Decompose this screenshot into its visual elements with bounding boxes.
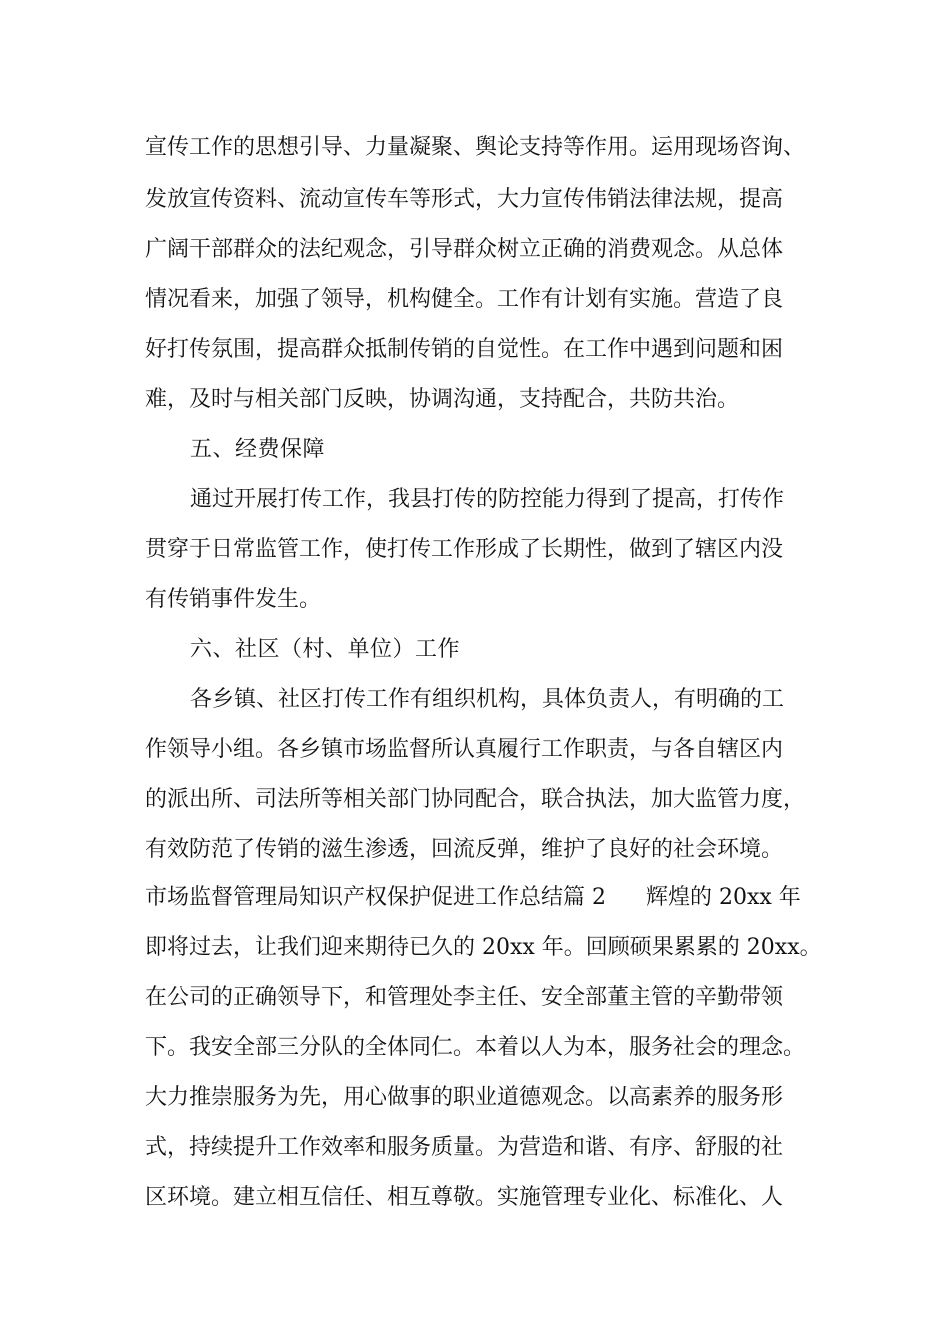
text-line: 情况看来，加强了领导，机构健全。工作有计划有实施。营造了良: [145, 287, 784, 312]
text-line: 的派出所、司法所等相关部门协同配合，联合执法，加大监管力度，: [145, 787, 806, 812]
article-title-line: [145, 878, 835, 918]
text-line: 广阔干部群众的法纪观念，引导群众树立正确的消费观念。从总体: [145, 237, 784, 262]
text-line: 在公司的正确领导下，和管理处李主任、安全部董主管的辛勤带领: [145, 985, 784, 1010]
text-line: 宣传工作的思想引导、力量凝聚、舆论支持等作用。运用现场咨询、: [145, 135, 806, 160]
text-line: 作领导小组。各乡镇市场监督所认真履行工作职责，与各自辖区内: [145, 737, 784, 762]
text-line: 有传销事件发生。: [145, 587, 322, 612]
text-line: 下。我安全部三分队的全体同仁。本着以人为本，服务社会的理念。: [145, 1035, 806, 1060]
text-line: 有效防范了传销的滋生渗透，回流反弹，维护了良好的社会环境。: [145, 837, 784, 862]
text-line: 各乡镇、社区打传工作有组织机构，具体负责人，有明确的工: [190, 687, 785, 712]
text-line: 好打传氛围，提高群众抵制传销的自觉性。在工作中遇到问题和困: [145, 337, 784, 362]
section-heading: 五、经费保障: [190, 437, 326, 462]
article-opening: 辉煌的 20xx 年: [646, 885, 801, 910]
text-line: 大力推崇服务为先，用心做事的职业道德观念。以高素养的服务形: [145, 1085, 784, 1110]
article-title: 市场监督管理局知识产权保护促进工作总结篇 2: [145, 885, 606, 910]
text-line: 贯穿于日常监管工作，使打传工作形成了长期性，做到了辖区内没: [145, 537, 784, 562]
text-line: 式，持续提升工作效率和服务质量。为营造和谐、有序、舒服的社: [145, 1135, 784, 1160]
section-heading: 六、社区（村、单位）工作: [190, 637, 461, 662]
text-line: 区环境。建立相互信任、相互尊敬。实施管理专业化、标准化、人: [145, 1185, 784, 1210]
text-line: 发放宣传资料、流动宣传车等形式，大力宣传伟销法律法规，提高: [145, 187, 784, 212]
text-line: 通过开展打传工作，我县打传的防控能力得到了提高，打传作: [190, 487, 785, 512]
text-line: 难，及时与相关部门反映，协调沟通，支持配合，共防共治。: [145, 387, 740, 412]
text-line: 即将过去，让我们迎来期待已久的 20xx 年。回顾硕果累累的 20xx。: [145, 935, 822, 960]
